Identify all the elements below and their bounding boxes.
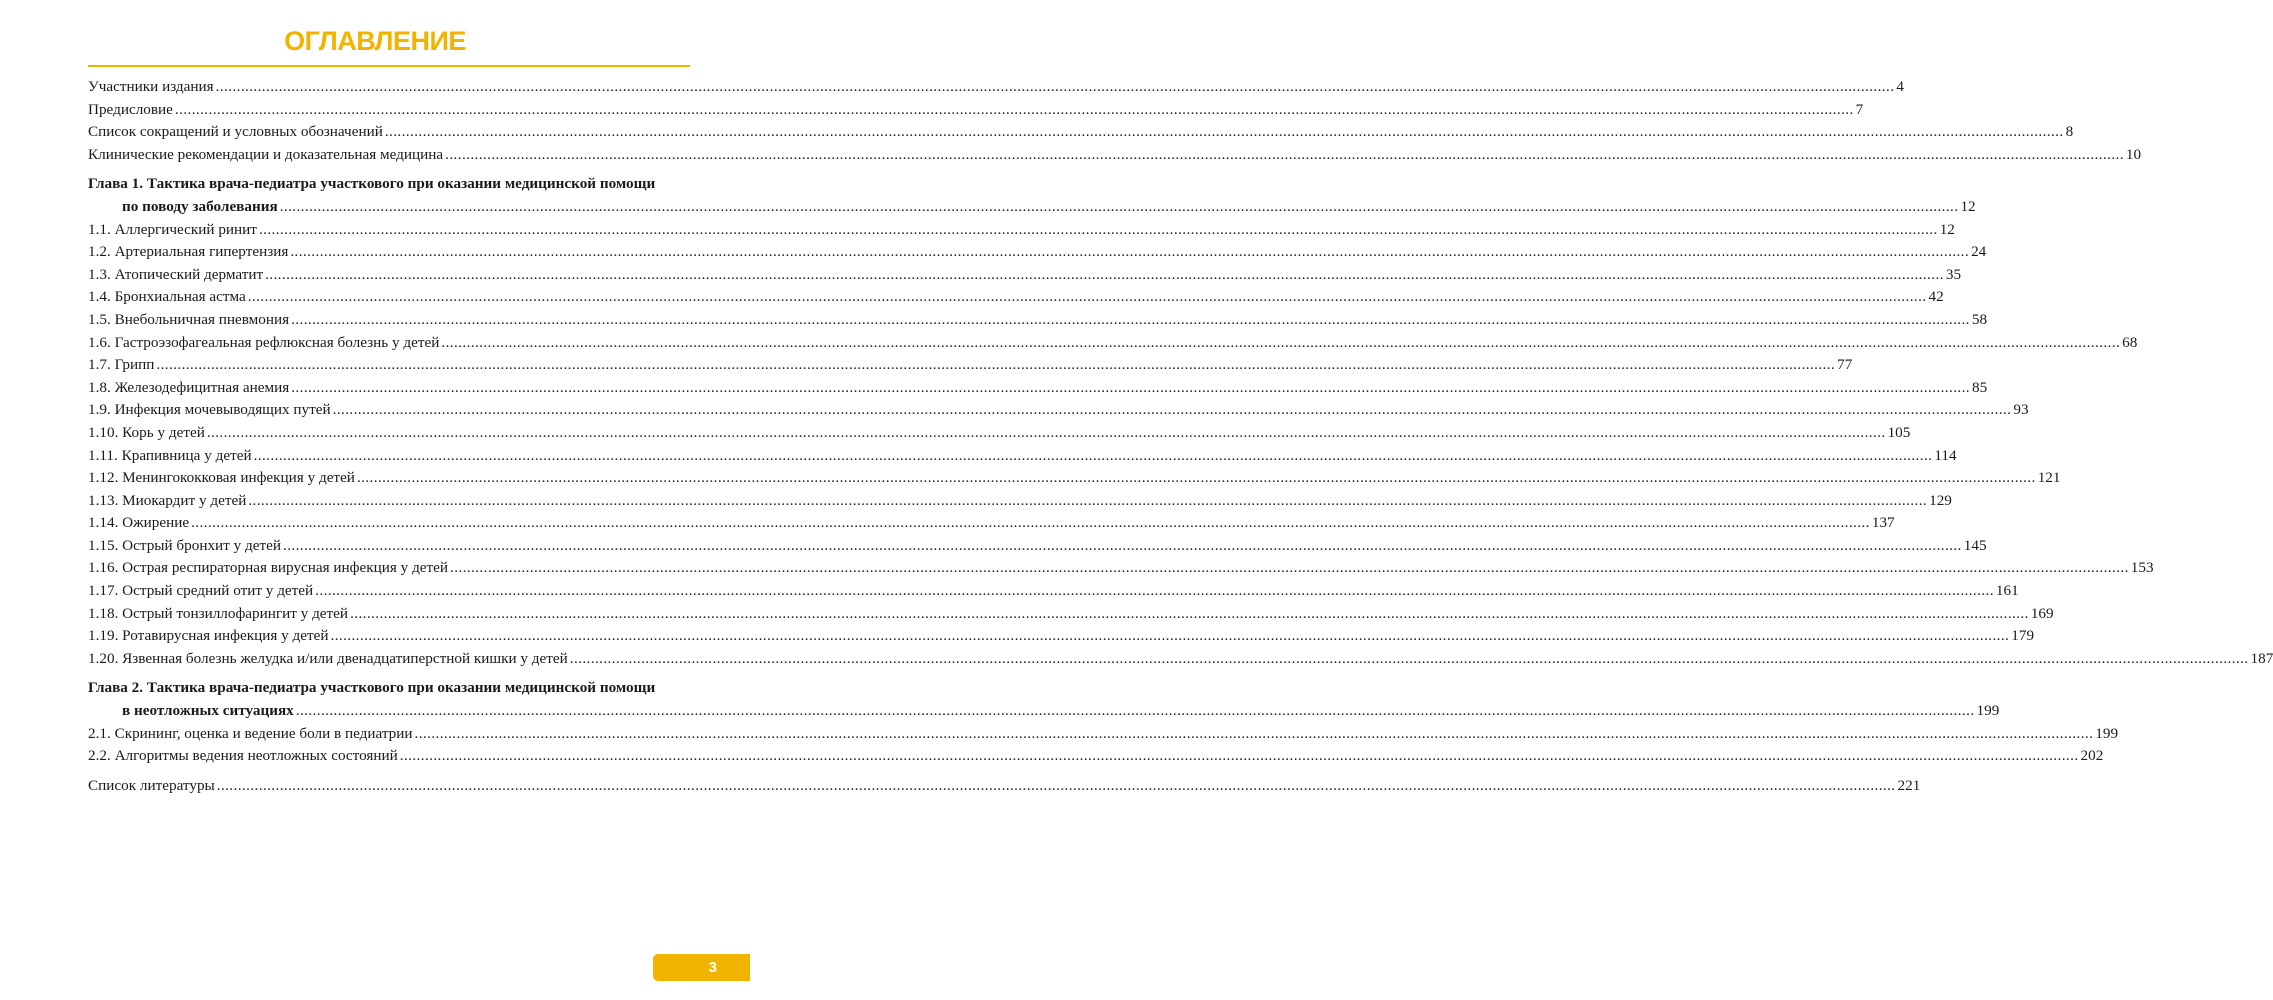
toc-entry[interactable]: [88, 399, 2029, 422]
toc-entry-page: 4: [1896, 78, 1904, 95]
leader-dots: ................................................................................................................................................................................................................................................................................................................................................................................................................: [247, 288, 1927, 306]
toc-entry-title: Список сокращений и условных обозначений: [88, 123, 383, 141]
table-of-contents: [88, 76, 2273, 797]
toc-entry-title: Участники издания: [88, 78, 214, 95]
toc-entry-page: 8: [2065, 123, 2074, 141]
toc-entry[interactable]: [88, 745, 2104, 768]
toc-entry-title: 1.12. Менингококковая инфекция у детей: [88, 469, 355, 487]
toc-entry-page: 199: [1976, 702, 2000, 720]
leader-dots: ................................................................................................................................................................................................................................................................................................................................................................................................................: [191, 514, 1870, 532]
chapter-2-sections: [88, 723, 2119, 768]
leader-dots: ................................................................................................................................................................................................................................................................................................................................................................................................................: [414, 724, 2094, 742]
chapter-heading-line1[interactable]: Глава 2. Тактика врача-педиатра участкового при оказании медицинской помощи: [88, 679, 656, 697]
toc-entry-page: 121: [2037, 469, 2061, 487]
toc-entry-title: 1.2. Артериальная гипертензия: [88, 243, 289, 261]
toc-entry[interactable]: [88, 286, 1944, 309]
chapter-heading[interactable]: [88, 196, 1976, 219]
leader-dots: ................................................................................................................................................................................................................................................................................................................................................................................................................: [290, 243, 1970, 261]
toc-entry[interactable]: [88, 580, 2019, 603]
toc-entry-title: 1.16. Острая респираторная вирусная инфекция у детей: [88, 559, 449, 577]
toc-entry[interactable]: [88, 422, 1911, 445]
chapter-heading-line2: по поводу заболевания: [122, 197, 278, 215]
toc-entry[interactable]: [88, 354, 1853, 377]
toc-entry-page: 169: [2030, 604, 2054, 622]
leader-dots: ................................................................................................................................................................................................................................................................................................................................................................................................................: [569, 649, 2249, 667]
toc-entry-page: 161: [1995, 582, 2019, 600]
toc-entry-page: 105: [1887, 423, 1911, 441]
toc-entry[interactable]: [88, 512, 1895, 535]
leader-dots: ................................................................................................................................................................................................................................................................................................................................................................................................................: [258, 220, 1938, 238]
toc-entry-title: 1.20. Язвенная болезнь желудка и/или двенадцатиперстной кишки у детей: [88, 649, 568, 667]
toc-entry[interactable]: [88, 144, 2142, 167]
chapter-1-sections: [88, 219, 2273, 671]
toc-entry-title: 1.3. Атопический дерматит: [88, 265, 264, 283]
toc-entry-title: 1.7. Грипп: [88, 356, 155, 374]
chapter-2: [88, 677, 2000, 722]
leader-dots: ................................................................................................................................................................................................................................................................................................................................................................................................................: [206, 423, 1886, 441]
toc-entry[interactable]: [88, 557, 2154, 580]
toc-entry-page: 12: [1960, 197, 1976, 215]
chapter-heading-line2: в неотложных ситуациях: [122, 702, 294, 720]
leader-dots: ................................................................................................................................................................................................................................................................................................................................................................................................................: [330, 627, 2010, 645]
leader-dots: ................................................................................................................................................................................................................................................................................................................................................................................................................: [291, 310, 1970, 328]
toc-entry-title: 1.11. Крапивница у детей: [88, 446, 252, 464]
toc-entry-title: Клинические рекомендации и доказательная медицина: [88, 145, 444, 163]
chapter-heading-line1[interactable]: Глава 1. Тактика врача-педиатра участкового при оказании медицинской помощи: [88, 175, 656, 193]
toc-entry[interactable]: [88, 76, 1904, 99]
toc-entry-title: 2.1. Скрининг, оценка и ведение боли в педиатрии: [88, 724, 413, 742]
toc-entry-page: 58: [1971, 310, 1988, 328]
toc-entry[interactable]: [88, 264, 1962, 287]
toc-entry-page: 68: [2122, 333, 2138, 351]
leader-dots: ................................................................................................................................................................................................................................................................................................................................................................................................................: [279, 197, 1959, 215]
toc-entry[interactable]: [88, 490, 1952, 513]
toc-entry[interactable]: [88, 99, 1864, 122]
toc-entry-title: 1.13. Миокардит у детей: [88, 491, 247, 509]
leader-dots: ................................................................................................................................................................................................................................................................................................................................................................................................................: [253, 446, 1933, 464]
toc-entry-title: 1.4. Бронхиальная астма: [88, 288, 246, 306]
toc-entry[interactable]: [88, 309, 1988, 332]
page-title: ОГЛАВЛЕНИЕ: [284, 26, 466, 56]
leader-dots: ................................................................................................................................................................................................................................................................................................................................................................................................................: [295, 702, 1975, 720]
leader-dots: ................................................................................................................................................................................................................................................................................................................................................................................................................: [356, 469, 2036, 487]
toc-entry-page: 187: [2250, 649, 2273, 667]
leader-dots: ................................................................................................................................................................................................................................................................................................................................................................................................................: [399, 747, 2079, 765]
toc-entry[interactable]: [88, 625, 2035, 648]
toc-entry-page: 114: [1934, 446, 1957, 464]
toc-entry[interactable]: [88, 535, 1987, 558]
toc-entry-page: 10: [2125, 145, 2142, 163]
leader-dots: ................................................................................................................................................................................................................................................................................................................................................................................................................: [215, 78, 1895, 95]
toc-entry-page: 199: [2095, 724, 2119, 742]
toc-entry-page: 77: [1837, 356, 1853, 374]
leader-dots: ................................................................................................................................................................................................................................................................................................................................................................................................................: [332, 401, 2012, 419]
leader-dots: ................................................................................................................................................................................................................................................................................................................................................................................................................: [174, 100, 1854, 118]
intro-section: [88, 76, 2142, 166]
toc-entry[interactable]: [88, 377, 1988, 400]
toc-entry-title: 1.6. Гастроэзофагеальная рефлюксная болезнь у детей: [88, 333, 440, 351]
leader-dots: ................................................................................................................................................................................................................................................................................................................................................................................................................: [350, 604, 2029, 622]
toc-entry[interactable]: [88, 121, 2074, 144]
toc-entry-title: 1.5. Внебольничная пневмония: [88, 310, 290, 328]
toc-entry-page: 202: [2080, 747, 2104, 765]
page-number-tab: [653, 954, 750, 981]
toc-entry[interactable]: [88, 332, 2138, 355]
toc-entry-title: 1.8. Железодефицитная анемия: [88, 378, 290, 396]
toc-entry-page: 145: [1963, 536, 1987, 554]
toc-entry-page: 7: [1855, 100, 1864, 118]
toc-entry-page: 153: [2130, 559, 2154, 577]
toc-entry-page: 35: [1945, 265, 1962, 283]
leader-dots: ................................................................................................................................................................................................................................................................................................................................................................................................................: [216, 776, 1896, 794]
toc-entry-page: 42: [1928, 288, 1944, 306]
toc-entry[interactable]: [88, 603, 2054, 626]
leader-dots: ................................................................................................................................................................................................................................................................................................................................................................................................................: [450, 559, 2129, 577]
toc-entry-page: 179: [2011, 627, 2035, 645]
toc-entry-references[interactable]: [88, 775, 1921, 798]
toc-entry[interactable]: [88, 219, 1955, 242]
leader-dots: ................................................................................................................................................................................................................................................................................................................................................................................................................: [384, 123, 2064, 141]
toc-entry-title: 1.1. Аллергический ринит: [88, 220, 257, 238]
toc-entry-page: 24: [1971, 243, 1987, 261]
leader-dots: ................................................................................................................................................................................................................................................................................................................................................................................................................: [265, 265, 1944, 283]
toc-entry-page: 221: [1897, 776, 1921, 794]
toc-entry[interactable]: [88, 445, 1957, 468]
toc-entry-title: Список литературы: [88, 776, 215, 794]
toc-entry-title: 1.18. Острый тонзиллофарингит у детей: [88, 604, 349, 622]
toc-entry[interactable]: [88, 648, 2273, 671]
toc-entry-page: 129: [1929, 491, 1952, 509]
leader-dots: ................................................................................................................................................................................................................................................................................................................................................................................................................: [441, 333, 2121, 351]
title-underline: [88, 65, 690, 67]
toc-entry-page: 12: [1939, 220, 1955, 238]
chapter-1: [88, 173, 1976, 218]
toc-entry-title: 1.10. Корь у детей: [88, 423, 205, 441]
toc-entry-title: 1.15. Острый бронхит у детей: [88, 536, 281, 554]
leader-dots: ................................................................................................................................................................................................................................................................................................................................................................................................................: [291, 378, 1970, 396]
toc-entry-title: 1.19. Ротавирусная инфекция у детей: [88, 627, 329, 645]
toc-entry-title: 2.2. Алгоритмы ведения неотложных состояний: [88, 747, 398, 765]
toc-entry-title: Предисловие: [88, 100, 173, 118]
toc-entry[interactable]: [88, 467, 2061, 490]
toc-entry-page: 85: [1971, 378, 1988, 396]
toc-entry-title: 1.9. Инфекция мочевыводящих путей: [88, 401, 331, 419]
leader-dots: ................................................................................................................................................................................................................................................................................................................................................................................................................: [248, 491, 1928, 509]
toc-entry-page: 137: [1871, 514, 1895, 532]
leader-dots: ................................................................................................................................................................................................................................................................................................................................................................................................................: [445, 145, 2124, 163]
page-number: 3: [708, 959, 717, 976]
toc-entry-title: 1.17. Острый средний отит у детей: [88, 582, 314, 600]
toc-entry[interactable]: [88, 241, 1987, 264]
leader-dots: ................................................................................................................................................................................................................................................................................................................................................................................................................: [315, 582, 1994, 600]
toc-entry[interactable]: [88, 723, 2119, 746]
chapter-heading[interactable]: [88, 700, 2000, 723]
toc-entry-title: 1.14. Ожирение: [88, 514, 190, 532]
leader-dots: ................................................................................................................................................................................................................................................................................................................................................................................................................: [156, 356, 1836, 374]
toc-entry-page: 93: [2013, 401, 2029, 419]
leader-dots: ................................................................................................................................................................................................................................................................................................................................................................................................................: [283, 536, 1962, 554]
